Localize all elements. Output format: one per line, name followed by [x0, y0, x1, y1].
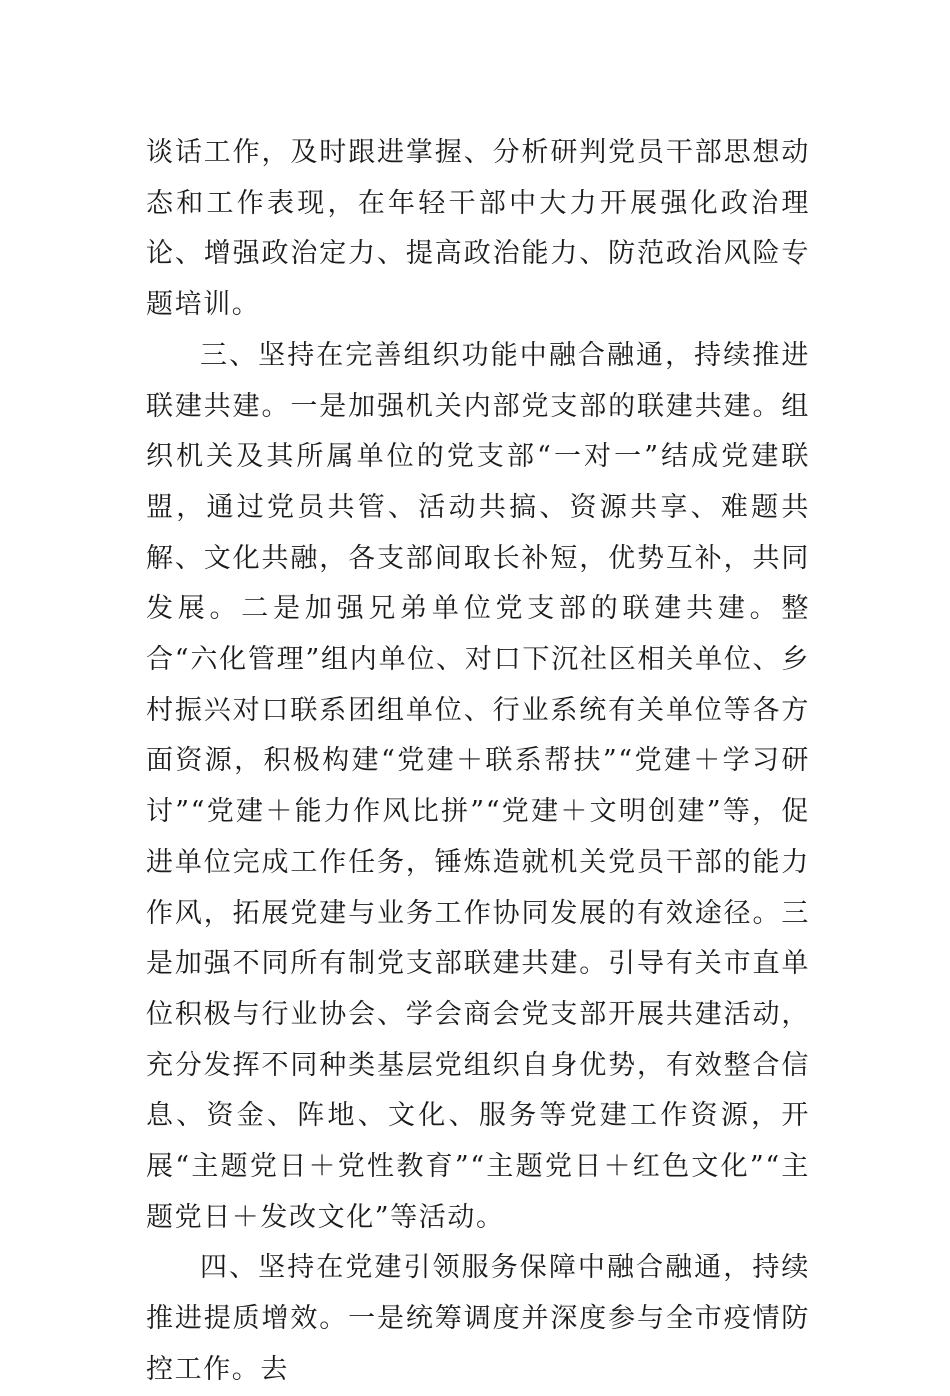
- document-body: [146, 128, 810, 1396]
- paragraph-section-four: 四、坚持在党建引领服务保障中融合融通，持续推进提质增效。一是统筹调度并深度参与全市疫情防控工作。去: [146, 1252, 810, 1385]
- paragraph-continuation: 谈话工作，及时跟进掌握、分析研判党员干部思想动态和工作表现，在年轻干部中大力开展强化政治理论、增强政治定力、提高政治能力、防范政治风险专题培训。: [146, 137, 810, 321]
- paragraph-section-three: 三、坚持在完善组织功能中融合融通，持续推进联建共建。一是加强机关内部党支部的联建共建。组织机关及其所属单位的党支部“一对一”结成党建联盟，通过党员共管、活动共搞、资源共享、难题共解、文化共融，各支部间取长补短，优势互补，共同发展。二是加强兄弟单位党支部的联建共建。整合“六化管理”组内单位、对口下沉社区相关单位、乡村振兴对口联系团组单位、行业系统有关单位等各方面资源，积极构建“党建＋联系帮扶”“党建＋学习研讨”“党建＋能力作风比拼”“党建＋文明创建”等，促进单位完成工作任务，锤炼造就机关党员干部的能力作风，拓展党建与业务工作协同发展的有效途径。三是加强不同所有制党支部联建共建。引导有关市直单位积极与行业协会、学会商会党支部开展共建活动，充分发挥不同种类基层党组织自身优势，有效整合信息、资金、阵地、文化、服务等党建工作资源，开展“主题党日＋党性教育”“主题党日＋红色文化”“主题党日＋发改文化”等活动。: [146, 339, 810, 1233]
